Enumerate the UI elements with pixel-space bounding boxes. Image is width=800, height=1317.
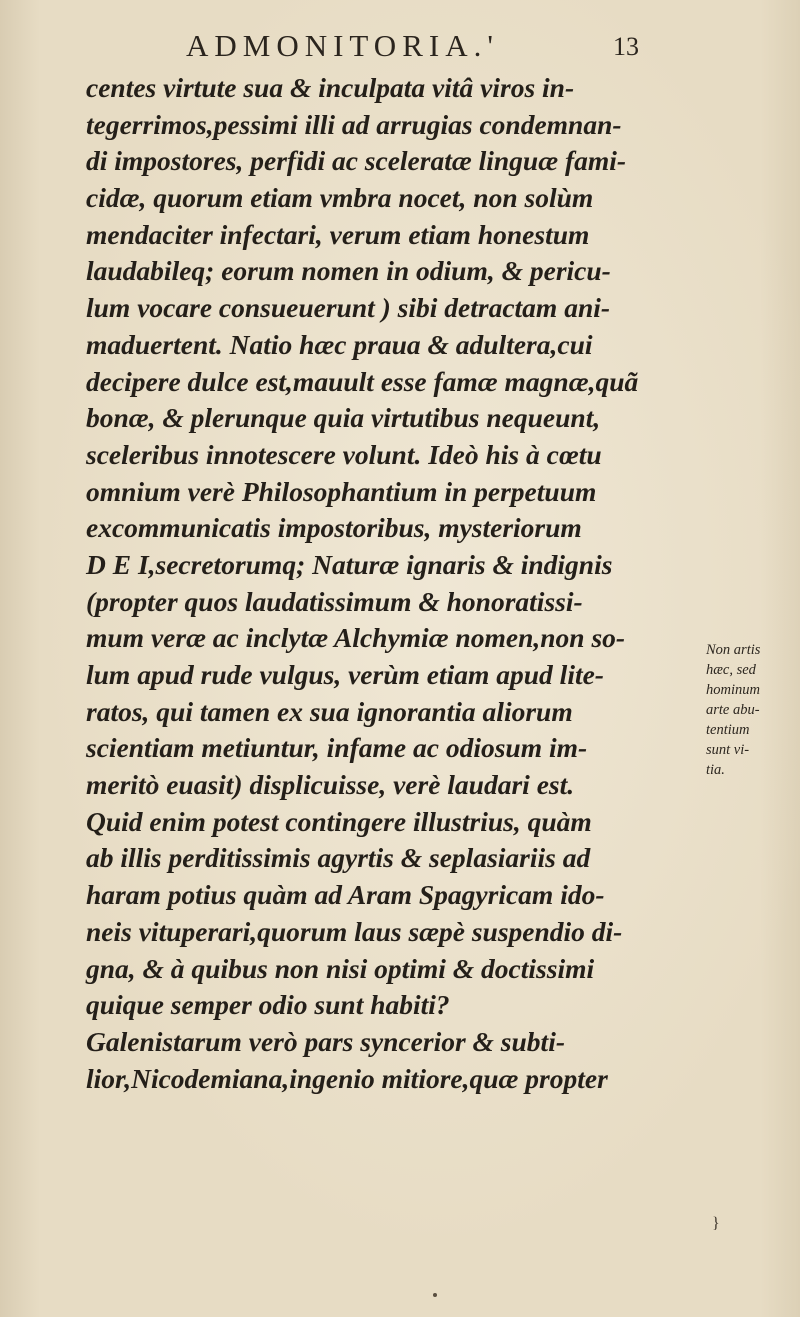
text-line: mendaciter infectari, verum etiam honestum [86, 218, 590, 250]
text-line: cidæ, quorum etiam vmbra nocet, non solùm [86, 182, 594, 214]
text-line: (propter quos laudatissimum & honoratissi- [86, 585, 583, 617]
main-text-block [86, 70, 686, 1097]
page-number: 13 [613, 32, 639, 61]
margin-line: sunt vi- [706, 742, 750, 758]
text-line: bonæ, & plerunque quia virtutibus nequeunt, [86, 402, 601, 434]
text-line: excommunicatis impostoribus, mysteriorum [86, 512, 582, 544]
text-line: sceleribus innotescere volunt. Ideò his à cœtu [86, 438, 602, 470]
text-line: di impostores, perfidi ac sceleratæ linguæ fami- [86, 145, 627, 177]
marginal-note [706, 640, 796, 780]
margin-line: Non artis [706, 642, 761, 658]
margin-line: arte abu- [706, 702, 760, 718]
text-line: Galenistarum verò pars syncerior & subti- [86, 1025, 565, 1057]
text-line: decipere dulce est,mauult esse famæ magnæ,quã [86, 365, 639, 397]
text-line: quique semper odio sunt habiti? [86, 989, 450, 1021]
text-line: D E I,secretorumq; Naturæ ignaris & indignis [86, 548, 613, 580]
text-line: ratos, qui tamen ex sua ignorantia aliorum [86, 695, 573, 727]
text-line: tegerrimos,pessimi illi ad arrugias condemnan- [86, 108, 622, 140]
text-line: maduertent. Natio hæc praua & adultera,cui [86, 328, 593, 360]
margin-line: hæc, sed [706, 662, 756, 678]
text-line: laudabileq; eorum nomen in odium, & pericu- [86, 255, 611, 287]
text-line: meritò euasit) displicuisse, verè laudari est. [86, 769, 575, 801]
text-line: centes virtute sua & inculpata vitâ viros in- [86, 72, 575, 103]
text-line: haram potius quàm ad Aram Spagyricam ido- [86, 879, 605, 911]
ink-speck [433, 1293, 437, 1297]
margin-line: hominum [706, 682, 760, 698]
text-line: ab illis perditissimis agyrtis & seplasiariis ad [86, 842, 591, 874]
text-line: lum vocare consueuerunt ) sibi detractam ani- [86, 292, 611, 324]
text-line: mum veræ ac inclytæ Alchymiæ nomen,non so- [86, 622, 626, 654]
text-line: neis vituperari,quorum laus sæpè suspendio di- [86, 915, 623, 947]
margin-line: tentium [706, 722, 750, 738]
catchword-mark: } [712, 1215, 720, 1232]
running-head [0, 22, 800, 62]
text-line: gna, & à quibus non nisi optimi & doctissimi [86, 952, 595, 984]
text-line: lior,Nicodemiana,ingenio mitiore,quæ propter [86, 1062, 608, 1094]
text-line: lum apud rude vulgus, verùm etiam apud lite- [86, 659, 604, 690]
text-line: Quid enim potest contingere illustrius, quàm [86, 805, 592, 837]
text-line: omnium verè Philosophantium in perpetuum [86, 475, 597, 507]
text-line: scientiam metiuntur, infame ac odiosum im- [86, 732, 588, 764]
running-title: ADMONITORIA.' [186, 28, 499, 63]
margin-line: tia. [706, 762, 725, 778]
